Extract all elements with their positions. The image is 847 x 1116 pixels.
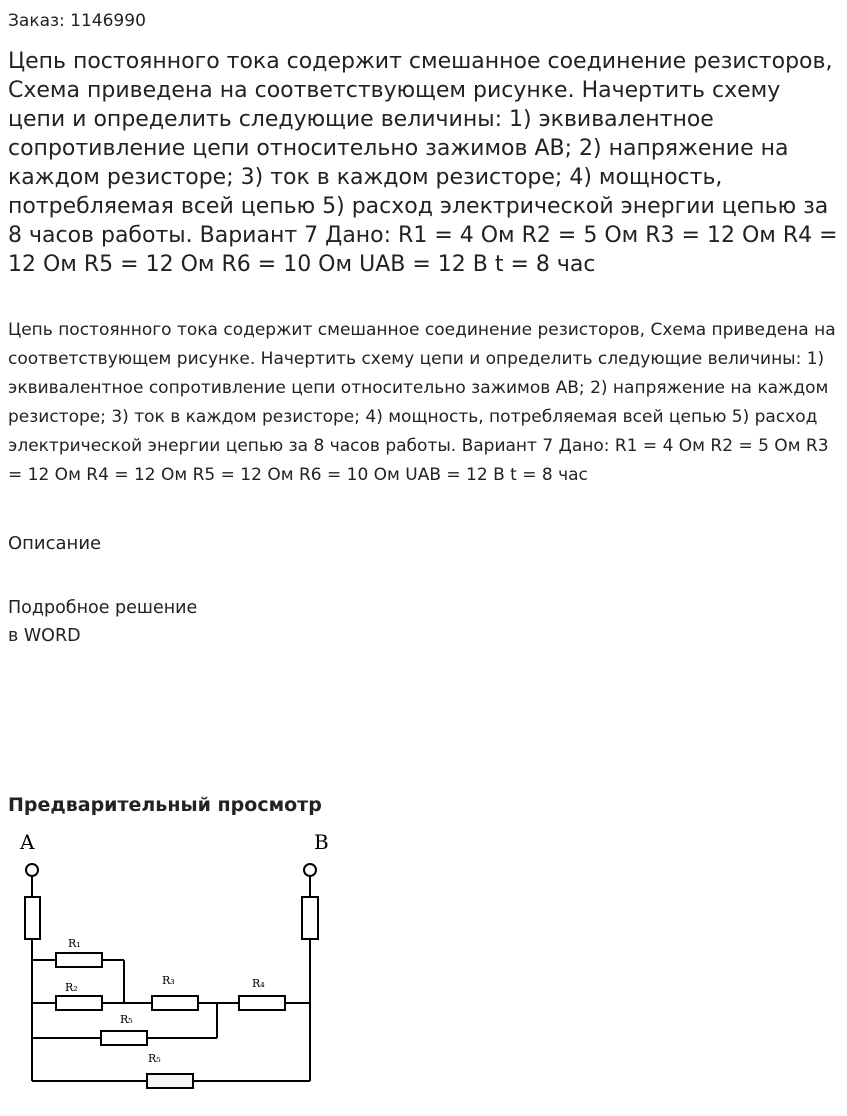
resistor-r5-middle [101,1031,147,1045]
label-r4: R₄ [252,977,265,990]
circuit-diagram [0,822,360,1102]
terminal-b-node [304,864,316,876]
resistor-r2 [56,996,102,1010]
solution-note [8,594,197,650]
label-r3: R₃ [162,974,175,987]
terminal-b-label: B [314,830,329,854]
label-r1: R₁ [68,937,81,950]
resistor-r3 [152,996,198,1010]
description-label: Описание [8,533,102,554]
resistor-r5-bottom [147,1074,193,1088]
resistor-r1 [56,953,102,967]
task-description: Цепь постоянного тока содержит смешанное соединение резисторов, Схема приведена на соответствующем рисунке. Начертить схему цепи и определить следующие величины: 1) эквивалентное сопротивление цепи относительно зажимов АВ; 2) напряжение на каждом резисторе; 3) ток в каждом резисторе; 4) мощность, потребляемая всей цепью 5) расход электрической энергии цепью за 8 часов работы. Вариант 7 Дано: R1 = 4 Ом R2 = 5 Ом R3 = 12 Ом R4 = 12 Ом R5 = 12 Ом R6 = 10 Ом UAB = 12 В t = 8 час [8,320,836,485]
solution-line-2: в WORD [8,626,81,646]
preview-heading: Предварительный просмотр [8,794,322,816]
order-number: Заказ: 1146990 [8,11,146,31]
label-r2: R₂ [65,981,78,994]
terminal-a-node [26,864,38,876]
page-title: Цепь постоянного тока содержит смешанное соединение резисторов, Схема приведена на соответствующем рисунке. Начертить схему цепи и определить следующие величины: 1) эквивалентное сопротивление цепи относительно зажимов АВ; 2) напряжение на каждом резисторе; 3) ток в каждом резисторе; 4) мощность, потребляемая всей цепью 5) расход электрической энергии цепью за 8 часов работы. Вариант 7 Дано: R1 = 4 Ом R2 = 5 Ом R3 = 12 Ом R4 = 12 Ом R5 = 12 Ом R6 = 10 Ом UAB = 12 В t = 8 час [8,49,838,277]
resistor-left-vertical [25,897,40,939]
solution-line-1: Подробное решение [8,598,198,618]
resistor-right-vertical [302,897,318,939]
label-r5-bottom: R₅ [148,1052,161,1065]
resistor-r4 [239,996,285,1010]
terminal-a-label: A [20,830,35,854]
label-r5-middle: R₅ [120,1013,133,1026]
